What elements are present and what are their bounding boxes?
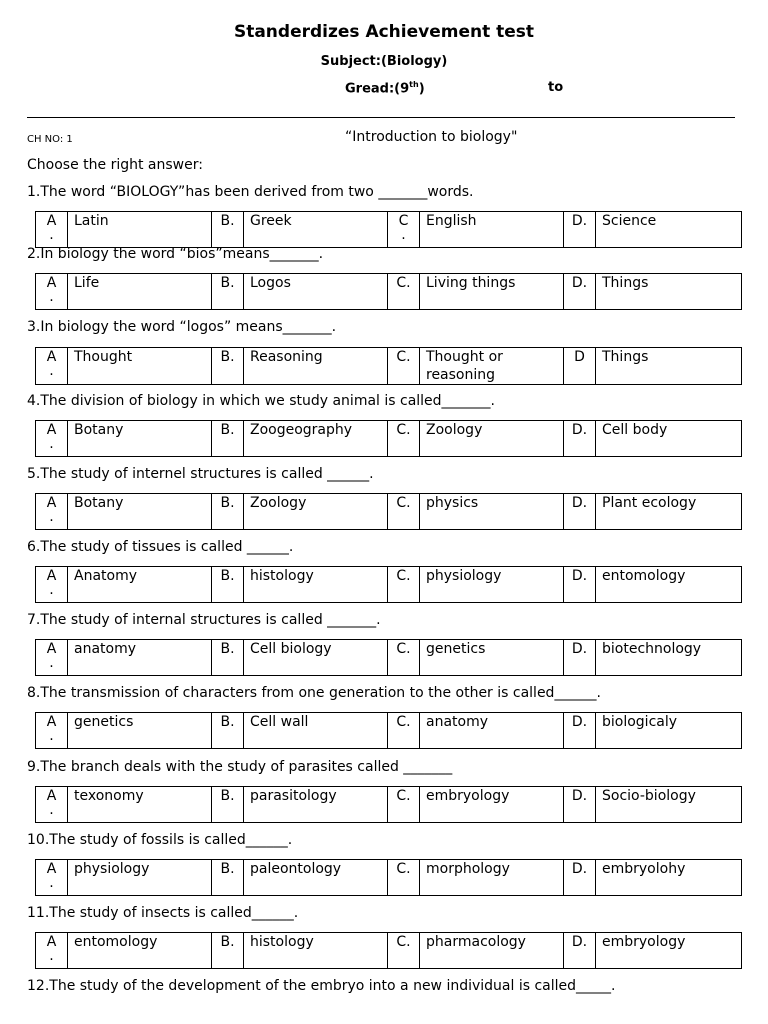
option-answer[interactable]: Things (596, 274, 742, 310)
option-answer[interactable]: morphology (420, 860, 564, 896)
question-10-text: 10.The study of fossils is called______. (27, 832, 293, 848)
option-row (36, 212, 742, 248)
option-letter-cell (212, 860, 244, 896)
option-answer[interactable]: Cell biology (244, 640, 388, 676)
option-letter-cell (36, 494, 68, 530)
option-answer[interactable]: texonomy (68, 787, 212, 823)
option-letter: B. (220, 495, 235, 511)
question-11-options (35, 932, 742, 969)
option-letter: C. (396, 788, 411, 804)
option-letter-cell (564, 787, 596, 823)
option-letter-dot: . (49, 363, 54, 379)
option-row (36, 494, 742, 530)
option-letter-dot: . (49, 436, 54, 452)
option-letter-dot: . (49, 289, 54, 305)
option-answer[interactable]: English (420, 212, 564, 248)
option-letter-cell (36, 348, 68, 385)
option-answer[interactable]: biologicaly (596, 713, 742, 749)
header-divider (27, 117, 735, 118)
option-answer[interactable]: Zoology (244, 494, 388, 530)
option-answer[interactable]: paleontology (244, 860, 388, 896)
subject-line: Subject:(Biology) (320, 54, 448, 69)
option-letter-cell (564, 713, 596, 749)
option-letter: A (46, 275, 57, 291)
option-letter-dot: . (49, 875, 54, 891)
grade-suffix: ) (418, 81, 425, 97)
option-answer[interactable]: Logos (244, 274, 388, 310)
option-answer[interactable]: histology (244, 933, 388, 969)
option-answer[interactable]: parasitology (244, 787, 388, 823)
option-answer[interactable]: pharmacology (420, 933, 564, 969)
option-letter-cell (564, 212, 596, 248)
option-letter: B. (220, 788, 235, 804)
option-letter-cell (212, 212, 244, 248)
option-letter-cell (388, 860, 420, 896)
option-answer[interactable]: physiology (420, 567, 564, 603)
option-letter-cell (388, 494, 420, 530)
question-1-text: 1.The word “BIOLOGY”has been derived from two _______words. (27, 184, 474, 200)
option-letter: C (398, 213, 409, 229)
option-answer[interactable]: Cell wall (244, 713, 388, 749)
option-answer[interactable]: embryolohy (596, 860, 742, 896)
question-7-options (35, 639, 742, 676)
option-answer[interactable]: embryology (596, 933, 742, 969)
option-answer[interactable]: genetics (68, 713, 212, 749)
option-answer[interactable]: entomology (596, 567, 742, 603)
option-letter-dot: . (49, 655, 54, 671)
option-answer[interactable]: Zoogeography (244, 421, 388, 457)
option-answer[interactable]: Botany (68, 494, 212, 530)
option-answer[interactable]: Latin (68, 212, 212, 248)
option-answer[interactable]: anatomy (68, 640, 212, 676)
option-letter: B. (220, 213, 235, 229)
question-3-text: 3.In biology the word “logos” means_______. (27, 319, 337, 335)
question-1-options (35, 211, 742, 248)
option-letter: D. (571, 213, 588, 229)
option-row (36, 567, 742, 603)
option-letter: C. (396, 934, 411, 950)
option-letter-cell (388, 787, 420, 823)
option-letter-cell (388, 640, 420, 676)
option-row (36, 640, 742, 676)
option-letter-cell (36, 567, 68, 603)
option-letter-cell (36, 274, 68, 310)
question-9-text: 9.The branch deals with the study of parasites called _______ (27, 759, 453, 775)
option-letter-cell (212, 274, 244, 310)
option-answer[interactable]: biotechnology (596, 640, 742, 676)
option-letter: B. (220, 568, 235, 584)
option-letter-cell (212, 567, 244, 603)
option-letter-cell (564, 274, 596, 310)
option-letter-cell (212, 348, 244, 385)
option-letter-cell (36, 713, 68, 749)
option-answer[interactable]: Science (596, 212, 742, 248)
option-answer[interactable]: Life (68, 274, 212, 310)
option-letter: D. (571, 714, 588, 730)
option-letter: B. (220, 714, 235, 730)
option-letter-cell (388, 421, 420, 457)
question-3-options (35, 347, 742, 385)
question-11-text: 11.The study of insects is called______. (27, 905, 299, 921)
document-title: Standerdizes Achievement test (233, 22, 535, 42)
option-letter: A (46, 641, 57, 657)
option-letter-cell (564, 640, 596, 676)
option-letter: D. (571, 934, 588, 950)
to-label: to (548, 80, 564, 95)
option-letter: A (46, 568, 57, 584)
question-6-options (35, 566, 742, 603)
option-letter-dot: . (49, 802, 54, 818)
option-letter: C. (396, 275, 411, 291)
option-letter: D. (571, 275, 588, 291)
option-answer[interactable]: Things (596, 348, 742, 385)
option-answer[interactable]: embryology (420, 787, 564, 823)
question-8-text: 8.The transmission of characters from one generation to the other is called______. (27, 685, 601, 701)
option-letter-cell (212, 640, 244, 676)
option-letter-cell (388, 348, 420, 385)
option-answer[interactable]: entomology (68, 933, 212, 969)
option-letter: A (46, 349, 57, 365)
option-letter: B. (220, 641, 235, 657)
option-letter-cell (564, 860, 596, 896)
option-letter-cell (212, 713, 244, 749)
option-letter-cell (36, 421, 68, 457)
question-2-options (35, 273, 742, 310)
option-row (36, 421, 742, 457)
option-answer[interactable]: Living things (420, 274, 564, 310)
question-12-text: 12.The study of the development of the embryo into a new individual is called_____. (27, 978, 616, 994)
option-letter: D. (571, 788, 588, 804)
chapter-title: “Introduction to biology" (345, 129, 518, 145)
option-row (36, 713, 742, 749)
option-letter-dot: . (49, 728, 54, 744)
option-answer[interactable]: Zoology (420, 421, 564, 457)
option-letter-cell (388, 933, 420, 969)
question-9-options (35, 786, 742, 823)
option-answer[interactable]: Thought (68, 348, 212, 385)
option-letter: A (46, 714, 57, 730)
option-answer[interactable]: Plant ecology (596, 494, 742, 530)
question-8-options (35, 712, 742, 749)
option-letter-cell (564, 933, 596, 969)
option-letter-cell (388, 567, 420, 603)
option-letter: A (46, 422, 57, 438)
option-letter-cell (388, 713, 420, 749)
option-letter: D. (571, 422, 588, 438)
option-row (36, 348, 742, 385)
option-letter: A (46, 495, 57, 511)
option-letter: C. (396, 349, 411, 365)
option-row (36, 787, 742, 823)
option-letter-cell (36, 787, 68, 823)
option-answer[interactable]: physiology (68, 860, 212, 896)
instruction-text: Choose the right answer: (27, 157, 203, 173)
option-letter: A (46, 788, 57, 804)
option-letter: C. (396, 495, 411, 511)
option-letter-cell (36, 212, 68, 248)
option-letter: C. (396, 568, 411, 584)
question-4-options (35, 420, 742, 457)
option-letter: C. (396, 861, 411, 877)
question-2-text: 2.In biology the word “bios”means_______. (27, 246, 324, 262)
option-letter: B. (220, 861, 235, 877)
question-5-options (35, 493, 742, 530)
option-letter-cell (212, 494, 244, 530)
option-letter-dot: . (49, 582, 54, 598)
grade-line (345, 80, 425, 96)
grade-superscript: th (409, 80, 419, 89)
option-letter: D (574, 349, 585, 365)
option-answer[interactable]: Greek (244, 212, 388, 248)
option-answer[interactable]: Reasoning (244, 348, 388, 385)
option-letter: A (46, 213, 57, 229)
option-letter: C. (396, 641, 411, 657)
option-letter-dot: . (49, 509, 54, 525)
option-letter: D. (571, 568, 588, 584)
option-answer[interactable]: Botany (68, 421, 212, 457)
option-letter-cell (564, 567, 596, 603)
question-10-options (35, 859, 742, 896)
option-letter-cell (36, 860, 68, 896)
option-row (36, 274, 742, 310)
question-7-text: 7.The study of internal structures is called _______. (27, 612, 381, 628)
grade-prefix: Gread:(9 (345, 81, 410, 97)
option-answer[interactable]: genetics (420, 640, 564, 676)
option-letter-dot: . (49, 227, 54, 243)
option-letter-cell (212, 787, 244, 823)
option-letter: C. (396, 422, 411, 438)
option-letter: D. (571, 641, 588, 657)
option-answer[interactable]: physics (420, 494, 564, 530)
option-letter-dot: . (49, 948, 54, 964)
question-6-text: 6.The study of tissues is called ______. (27, 539, 294, 555)
option-letter: D. (571, 495, 588, 511)
option-answer[interactable]: histology (244, 567, 388, 603)
option-letter: B. (220, 934, 235, 950)
option-letter: D. (571, 861, 588, 877)
option-letter-cell (36, 933, 68, 969)
option-letter-cell (564, 494, 596, 530)
option-letter: B. (220, 422, 235, 438)
option-row (36, 860, 742, 896)
option-answer[interactable]: Anatomy (68, 567, 212, 603)
option-letter-dot: . (401, 227, 406, 243)
option-letter-cell (36, 640, 68, 676)
option-answer[interactable]: anatomy (420, 713, 564, 749)
option-letter: B. (220, 349, 235, 365)
option-letter-cell (388, 274, 420, 310)
option-letter: C. (396, 714, 411, 730)
option-letter: A (46, 861, 57, 877)
option-letter-cell (564, 421, 596, 457)
chapter-number: CH NO: 1 (27, 134, 73, 145)
option-answer[interactable]: Socio-biology (596, 787, 742, 823)
option-answer[interactable]: Cell body (596, 421, 742, 457)
question-4-text: 4.The division of biology in which we study animal is called_______. (27, 393, 496, 409)
option-letter-cell (388, 212, 420, 248)
option-letter-cell (212, 421, 244, 457)
question-5-text: 5.The study of internel structures is called ______. (27, 466, 374, 482)
option-row (36, 933, 742, 969)
option-letter: B. (220, 275, 235, 291)
option-answer[interactable]: Thought or reasoning (420, 348, 564, 385)
option-letter: A (46, 934, 57, 950)
option-letter-cell (564, 348, 596, 385)
option-letter-cell (212, 933, 244, 969)
